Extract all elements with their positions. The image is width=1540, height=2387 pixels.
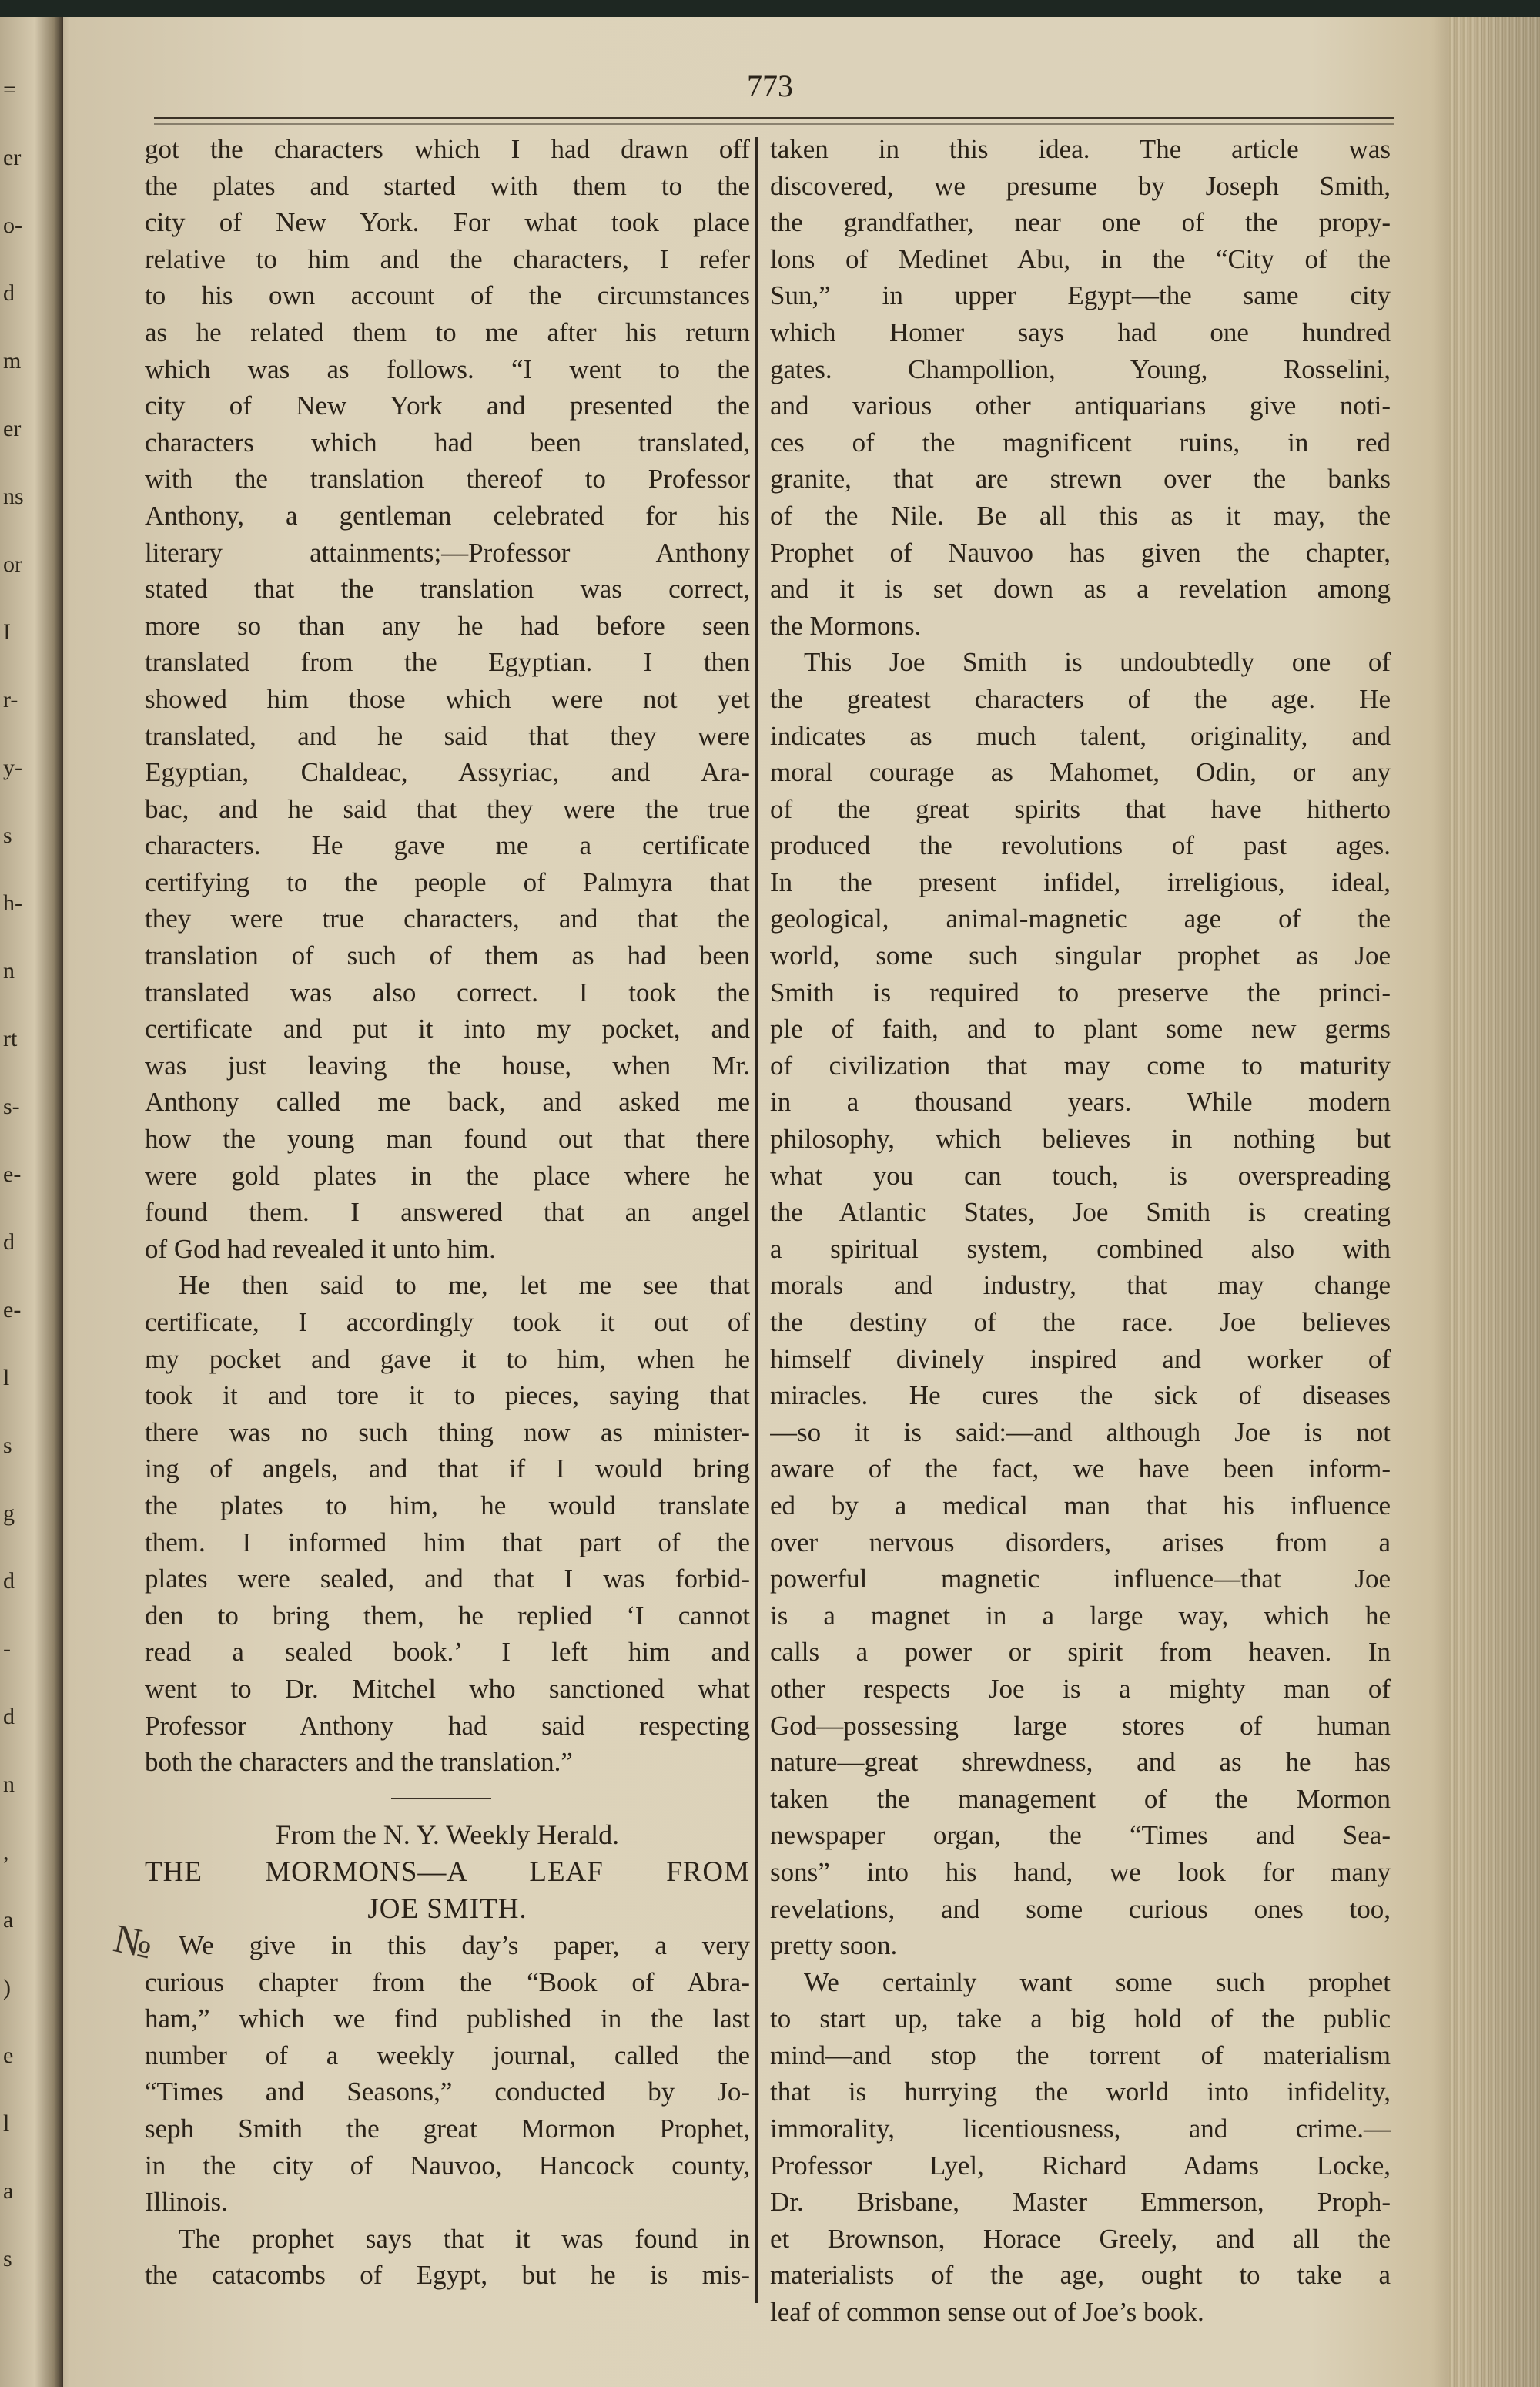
page-stack-edge bbox=[1448, 17, 1540, 2387]
text-line: literary attainments;—Professor Anthony bbox=[145, 537, 750, 568]
right-column bbox=[770, 131, 1391, 2331]
handwritten-margin-mark: № bbox=[109, 1916, 157, 1968]
facing-page-fragment: I bbox=[3, 619, 11, 645]
article-headline-continued: JOE SMITH. bbox=[367, 1893, 527, 1925]
text-line: ham,” which we find published in the last bbox=[145, 2003, 750, 2034]
text-line: them. I informed him that part of the bbox=[145, 1527, 750, 1557]
column-divider bbox=[755, 137, 758, 2303]
text-line: the greatest characters of the age. He bbox=[770, 683, 1391, 714]
text-line: Anthony, a gentleman celebrated for his bbox=[145, 500, 750, 531]
text-line: read a sealed book.’ I left him and bbox=[145, 1637, 750, 1668]
text-line: miracles. He cures the sick of diseases bbox=[770, 1380, 1391, 1411]
text-line: We certainly want some such prophet bbox=[804, 1966, 1391, 1997]
text-line: Illinois. bbox=[145, 2187, 228, 2218]
text-line: world, some such singular prophet as Joe bbox=[770, 940, 1391, 971]
facing-page-fragment: - bbox=[3, 1636, 11, 1661]
text-line: mind—and stop the torrent of materialism bbox=[770, 2040, 1391, 2070]
facing-page-fragment: s bbox=[3, 2246, 12, 2271]
facing-page-fragment: or bbox=[3, 551, 22, 577]
text-line: immorality, licentiousness, and crime.— bbox=[770, 2114, 1391, 2144]
text-line: taken the management of the Mormon bbox=[770, 1783, 1391, 1814]
text-line: city of New York. For what took place bbox=[145, 207, 750, 238]
text-line: ing of angels, and that if I would bring bbox=[145, 1453, 750, 1484]
facing-page-fragment: rt bbox=[3, 1026, 18, 1051]
text-line: nature—great shrewdness, and as he has bbox=[770, 1747, 1391, 1778]
text-line: took it and tore it to pieces, saying that bbox=[145, 1380, 750, 1411]
text-line: Professor Anthony had said respecting bbox=[145, 1710, 750, 1741]
text-line: what you can touch, is overspreading bbox=[770, 1160, 1391, 1191]
text-line: my pocket and gave it to him, when he bbox=[145, 1343, 750, 1374]
text-line: certifying to the people of Palmyra that bbox=[145, 867, 750, 897]
text-line: and it is set down as a revelation among bbox=[770, 574, 1391, 605]
text-line: discovered, we presume by Joseph Smith, bbox=[770, 170, 1391, 201]
text-line: lons of Medinet Abu, in the “City of the bbox=[770, 243, 1391, 274]
text-line: both the characters and the translation.” bbox=[145, 1747, 573, 1778]
text-line: indicates as much talent, originality, and bbox=[770, 720, 1391, 751]
facing-page-fragment: a bbox=[3, 1907, 14, 1933]
text-line: ed by a medical man that his influence bbox=[770, 1490, 1391, 1520]
text-line: that is hurrying the world into infidelity, bbox=[770, 2077, 1391, 2107]
text-line: newspaper organ, the “Times and Sea- bbox=[770, 1820, 1391, 1851]
left-column bbox=[145, 131, 750, 2294]
text-line: ces of the magnificent ruins, in red bbox=[770, 427, 1391, 458]
text-line: they were true characters, and that the bbox=[145, 904, 750, 934]
facing-page-edge bbox=[0, 17, 63, 2387]
text-line: himself divinely inspired and worker of bbox=[770, 1343, 1391, 1374]
text-line: Dr. Brisbane, Master Emmerson, Proph- bbox=[770, 2187, 1391, 2218]
text-line: more so than any he had before seen bbox=[145, 610, 750, 641]
text-line: geological, animal-magnetic age of the bbox=[770, 904, 1391, 934]
text-line: produced the revolutions of past ages. bbox=[770, 830, 1391, 861]
text-line: et Brownson, Horace Greely, and all the bbox=[770, 2223, 1391, 2254]
text-line: in a thousand years. While modern bbox=[770, 1087, 1391, 1118]
text-line: with the translation thereof to Professor bbox=[145, 464, 750, 494]
text-line: translated from the Egyptian. I then bbox=[145, 647, 750, 678]
facing-page-fragment: e bbox=[3, 2043, 14, 2068]
text-line: gates. Champollion, Young, Rosselini, bbox=[770, 354, 1391, 384]
text-line: philosophy, which believes in nothing but bbox=[770, 1124, 1391, 1155]
text-line: there was no such thing now as minister- bbox=[145, 1416, 750, 1447]
facing-page-fragment: s- bbox=[3, 1094, 20, 1119]
facing-page-fragment: g bbox=[3, 1500, 15, 1526]
text-line: number of a weekly journal, called the bbox=[145, 2040, 750, 2070]
text-line: aware of the fact, we have been inform- bbox=[770, 1453, 1391, 1484]
text-line: characters. He gave me a certificate bbox=[145, 830, 750, 861]
dateline: From the N. Y. Weekly Herald. bbox=[275, 1819, 620, 1851]
text-line: of God had revealed it unto him. bbox=[145, 1233, 496, 1264]
text-line: sons” into his hand, we look for many bbox=[770, 1856, 1391, 1887]
text-line: characters which had been translated, bbox=[145, 427, 750, 458]
facing-page-fragment: s bbox=[3, 823, 12, 848]
header-rule bbox=[154, 117, 1394, 119]
text-line: revelations, and some curious ones too, bbox=[770, 1893, 1391, 1924]
text-line: translated was also correct. I took the bbox=[145, 977, 750, 1007]
facing-page-fragment: s bbox=[3, 1433, 12, 1458]
text-line: how the young man found out that there bbox=[145, 1124, 750, 1155]
article-headline: THE MORMONS—A LEAF FROM bbox=[145, 1856, 750, 1888]
text-line: the Mormons. bbox=[770, 610, 922, 641]
facing-page-fragment: r- bbox=[3, 687, 18, 712]
facing-page-fragment: a bbox=[3, 2178, 14, 2204]
text-line: which was as follows. “I went to the bbox=[145, 354, 750, 384]
facing-page-fragment: d bbox=[3, 280, 15, 306]
text-line: —so it is said:—and although Joe is not bbox=[770, 1416, 1391, 1447]
section-rule bbox=[145, 1781, 750, 1818]
text-line: of the great spirits that have hitherto bbox=[770, 793, 1391, 824]
text-line: translation of such of them as had been bbox=[145, 940, 750, 971]
text-line: the destiny of the race. Joe believes bbox=[770, 1307, 1391, 1337]
text-line: taken in this idea. The article was bbox=[770, 134, 1391, 164]
text-line: morals and industry, that may change bbox=[770, 1270, 1391, 1301]
text-line: the Atlantic States, Joe Smith is creating bbox=[770, 1197, 1391, 1228]
text-line: Professor Lyel, Richard Adams Locke, bbox=[770, 2150, 1391, 2181]
text-line: as he related them to me after his return bbox=[145, 317, 750, 347]
text-line: He then said to me, let me see that bbox=[179, 1270, 750, 1301]
text-line: Sun,” in upper Egypt—the same city bbox=[770, 280, 1391, 311]
text-line: city of New York and presented the bbox=[145, 391, 750, 421]
facing-page-fragment: e- bbox=[3, 1297, 22, 1323]
text-line: other respects Joe is a mighty man of bbox=[770, 1673, 1391, 1704]
text-line: God—possessing large stores of human bbox=[770, 1710, 1391, 1741]
text-line: In the present infidel, irreligious, ideal, bbox=[770, 867, 1391, 897]
text-line: bac, and he said that they were the true bbox=[145, 793, 750, 824]
facing-page-fragment: e- bbox=[3, 1162, 22, 1187]
text-line: found them. I answered that an angel bbox=[145, 1197, 750, 1228]
text-line: is a magnet in a large way, which he bbox=[770, 1600, 1391, 1631]
text-line: the plates to him, he would translate bbox=[145, 1490, 750, 1520]
text-line: certificate, I accordingly took it out of bbox=[145, 1307, 750, 1337]
facing-page-fragment: er bbox=[3, 416, 22, 441]
facing-page-fragment: d bbox=[3, 1704, 15, 1729]
text-line: plates were sealed, and that I was forbid- bbox=[145, 1564, 750, 1594]
facing-page-fragment: , bbox=[3, 1839, 9, 1865]
text-line: a spiritual system, combined also with bbox=[770, 1233, 1391, 1264]
facing-page-fragment: l bbox=[3, 2110, 10, 2136]
facing-page-fragment: h- bbox=[3, 890, 22, 916]
text-line: were gold plates in the place where he bbox=[145, 1160, 750, 1191]
text-line: the catacombs of Egypt, but he is mis- bbox=[145, 2260, 750, 2291]
facing-page-fragment: n bbox=[3, 958, 15, 984]
text-line: seph Smith the great Mormon Prophet, bbox=[145, 2114, 750, 2144]
text-line: This Joe Smith is undoubtedly one of bbox=[804, 647, 1391, 678]
facing-page-fragment: ) bbox=[3, 1975, 11, 2000]
text-line: got the characters which I had drawn off bbox=[145, 134, 750, 164]
text-line: relative to him and the characters, I refer bbox=[145, 243, 750, 274]
text-line: the grandfather, near one of the propy- bbox=[770, 207, 1391, 238]
text-line: Egyptian, Chaldeac, Assyriac, and Ara- bbox=[145, 757, 750, 788]
text-line: and various other antiquarians give noti- bbox=[770, 391, 1391, 421]
facing-page-fragment: d bbox=[3, 1229, 15, 1255]
text-line: translated, and he said that they were bbox=[145, 720, 750, 751]
text-line: calls a power or spirit from heaven. In bbox=[770, 1637, 1391, 1668]
facing-page-fragment: ns bbox=[3, 484, 24, 509]
text-line: showed him those which were not yet bbox=[145, 683, 750, 714]
text-line: granite, that are strewn over the banks bbox=[770, 464, 1391, 494]
text-line: over nervous disorders, arises from a bbox=[770, 1527, 1391, 1557]
facing-page-fragment: er bbox=[3, 145, 22, 170]
text-line: We give in this day’s paper, a very bbox=[179, 1930, 750, 1961]
facing-page-fragment: n bbox=[3, 1772, 15, 1797]
text-line: was just leaving the house, when Mr. bbox=[145, 1050, 750, 1081]
text-line: went to Dr. Mitchel who sanctioned what bbox=[145, 1673, 750, 1704]
facing-page-fragment: y- bbox=[3, 755, 22, 780]
text-line: materialists of the age, ought to take a bbox=[770, 2260, 1391, 2291]
text-line: the plates and started with them to the bbox=[145, 170, 750, 201]
text-line: Smith is required to preserve the princi- bbox=[770, 977, 1391, 1007]
text-line: ple of faith, and to plant some new germs bbox=[770, 1014, 1391, 1044]
text-line: of the Nile. Be all this as it may, the bbox=[770, 500, 1391, 531]
text-line: moral courage as Mahomet, Odin, or any bbox=[770, 757, 1391, 788]
text-line: curious chapter from the “Book of Abra- bbox=[145, 1966, 750, 1997]
text-line: Prophet of Nauvoo has given the chapter, bbox=[770, 537, 1391, 568]
text-line: to his own account of the circumstances bbox=[145, 280, 750, 311]
facing-page-fragment: l bbox=[3, 1365, 10, 1390]
text-line: “Times and Seasons,” conducted by Jo- bbox=[145, 2077, 750, 2107]
text-line: powerful magnetic influence—that Joe bbox=[770, 1564, 1391, 1594]
text-line: stated that the translation was correct, bbox=[145, 574, 750, 605]
text-line: certificate and put it into my pocket, and bbox=[145, 1014, 750, 1044]
text-line: den to bring them, he replied ‘I cannot bbox=[145, 1600, 750, 1631]
page-number: 773 bbox=[747, 69, 793, 103]
text-line: in the city of Nauvoo, Hancock county, bbox=[145, 2150, 750, 2181]
facing-page-fragment: d bbox=[3, 1568, 15, 1594]
text-line: pretty soon. bbox=[770, 1930, 898, 1961]
facing-page-fragment: m bbox=[3, 348, 22, 374]
book-cover-top-edge bbox=[0, 0, 1540, 17]
facing-page-fragment: = bbox=[3, 77, 16, 102]
facing-page-fragment: o- bbox=[3, 213, 22, 238]
text-line: Anthony called me back, and asked me bbox=[145, 1087, 750, 1118]
header-rule-secondary bbox=[154, 123, 1394, 125]
text-line: of civilization that may come to maturity bbox=[770, 1050, 1391, 1081]
text-line: The prophet says that it was found in bbox=[179, 2223, 750, 2254]
text-line: which Homer says had one hundred bbox=[770, 317, 1391, 347]
text-line: to start up, take a big hold of the public bbox=[770, 2003, 1391, 2034]
text-line: leaf of common sense out of Joe’s book. bbox=[770, 2297, 1204, 2328]
